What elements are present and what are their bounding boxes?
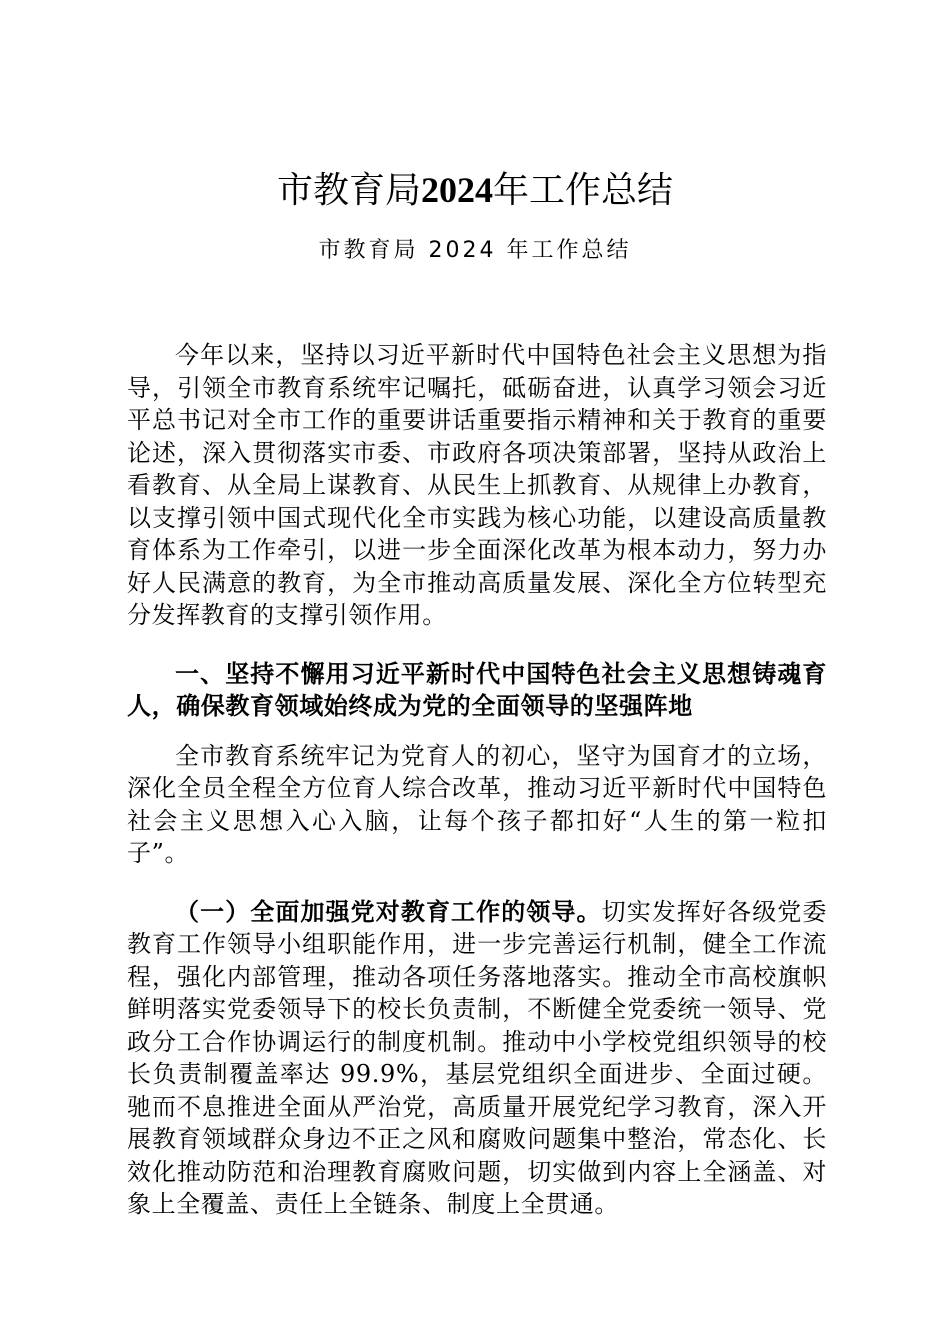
section-1-heading: 一、坚持不懈用习近平新时代中国特色社会主义思想铸魂育人，确保教育领域始终成为党的全面领导的坚强阵地: [127, 658, 827, 720]
document-subtitle: 市教育局 2024 年工作总结: [318, 238, 632, 263]
title-year: 2024: [421, 170, 493, 210]
document-title: [0, 164, 950, 217]
subsection-1-paragraph: [127, 896, 827, 1221]
title-suffix: 年工作总结: [493, 170, 674, 211]
subsection-1-lead: （一）全面加强党对教育工作的领导。: [175, 896, 602, 926]
section-1-paragraph: 全市教育系统牢记为党育人的初心，坚守为国育才的立场，深化全员全程全方位育人综合改革，推动习近平新时代中国特色社会主义思想入心入脑，让每个孩子都扣好“人生的第一粒扣子”。: [127, 741, 827, 867]
document-body: [127, 339, 827, 1221]
intro-paragraph: 今年以来，坚持以习近平新时代中国特色社会主义思想为指导，引领全市教育系统牢记嘱托，砥砺奋进，认真学习领会习近平总书记对全市工作的重要讲话重要指示精神和关于教育的重要论述，深入贯彻落实市委、市政府各项决策部署，坚持从政治上看教育、从全局上谋教育、从民生上抓教育、从规律上办教育，以支撑引领中国式现代化全市实践为核心功能，以建设高质量教育体系为工作牵引，以进一步全面深化改革为根本动力，努力办好人民满意的教育，为全市推动高质量发展、深化全方位转型充分发挥教育的支撑引领作用。: [127, 341, 827, 629]
subsection-1-body: 切实发挥好各级党委教育工作领导小组职能作用，进一步完善运行机制，健全工作流程，强化内部管理，推动各项任务落地落实。推动全市高校旗帜鲜明落实党委领导下的校长负责制，不断健全党委统一领导、党政分工合作协调运行的制度机制。推动中小学校党组织领导的校长负责制覆盖率达 99.9%，基层党组织全面进步、全面过硬。驰而不息推进全面从严治党，高质量开展党纪学习教育，深入开展教育领域群众身边不正之风和腐败问题集中整治，常态化、长效化推动防范和治理教育腐败问题，切实做到内容上全涵盖、对象上全覆盖、责任上全链条、制度上全贯通。: [127, 897, 827, 1218]
title-prefix: 市教育局: [276, 170, 421, 211]
